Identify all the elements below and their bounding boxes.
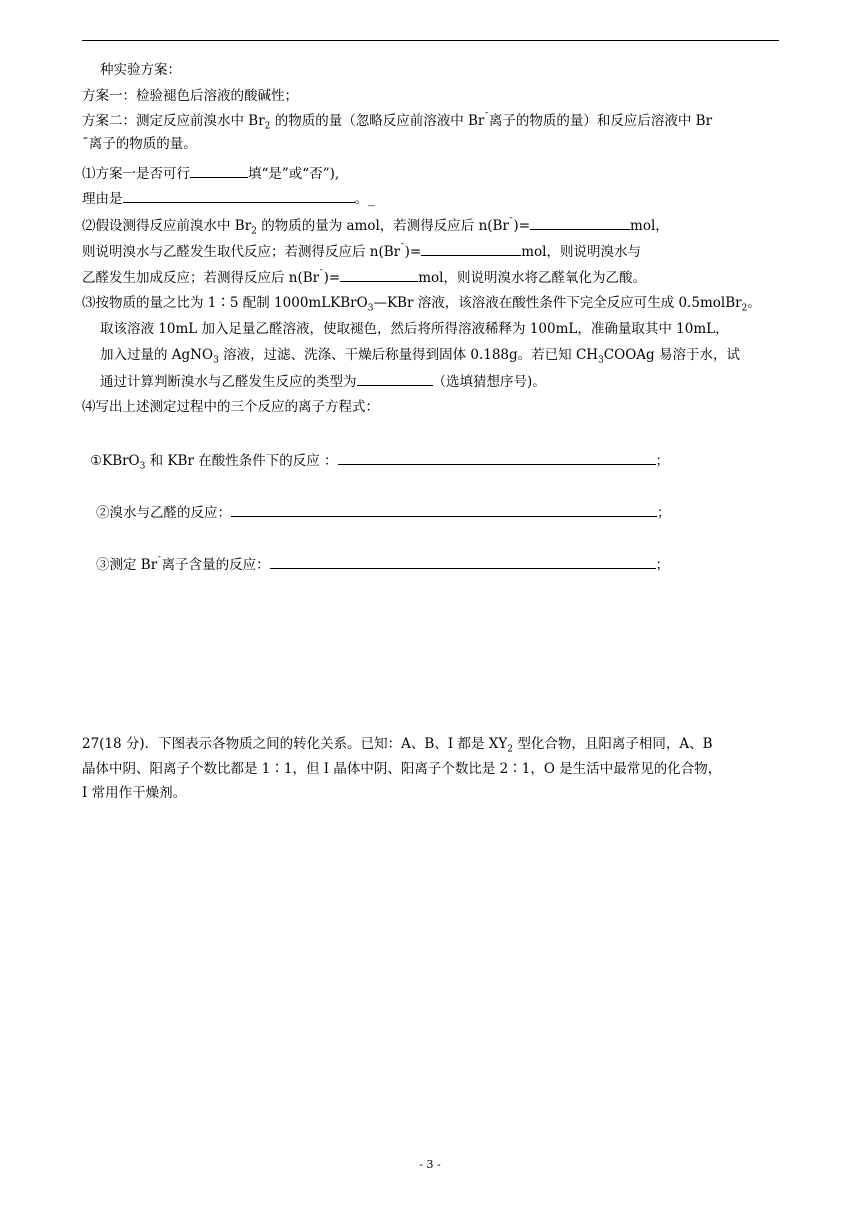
q27-line2: 晶体中阴、阳离子个数比都是 1∶1，但 I 晶体中阴、阳离子个数比是 2∶1，O 是生活中最常见的化合物，	[82, 761, 722, 777]
q3-line4: 通过计算判断溴水与乙醛发生反应的类型为 （选填猜想序号)。	[100, 374, 546, 390]
q2-blank-3[interactable]	[340, 268, 418, 282]
eq2-line: ②溴水与乙醛的反应： ；	[96, 505, 671, 521]
q1-blank[interactable]	[190, 164, 248, 178]
page-number: - 3 -	[419, 1158, 441, 1171]
q3-line1: ⑶按物质的量之比为 1∶5 配制 1000mLKBrO$_3$—KBr 溶液，该溶液在酸性条件下完全反应可生成 0.5molBr$_2$。	[82, 295, 761, 314]
q3-line3: 加入过量的 AgNO$_3$ 溶液，过滤、洗涤、干燥后称量得到固体 0.188g。若已知 $CH_3COOAg$ 易溶于水，试	[100, 347, 740, 366]
eq1-blank[interactable]	[338, 451, 656, 465]
header-rule	[82, 40, 779, 41]
plan2-line2: ¯离子的物质的量。	[82, 136, 197, 152]
q2-line2: 则说明溴水与乙醛发生取代反应；若测得反应后 n(Br¯)= mol，则说明溴水与	[82, 243, 641, 260]
eq2-blank[interactable]	[231, 503, 657, 517]
eq1-line: ①KBrO$_3$ 和 KBr 在酸性条件下的反应 ： ；	[90, 453, 669, 472]
eq3-line: ③测定 Br¯离子含量的反应： ；	[96, 556, 670, 573]
q2-blank-1[interactable]	[530, 216, 630, 230]
q3-blank[interactable]	[357, 372, 433, 386]
q1-line: ⑴方案一是否可行 填“是”或“否”),	[82, 166, 340, 182]
q3-line2: 取该溶液 10mL 加入足量乙醛溶液，使取褪色，然后将所得溶液稀释为 100mL，准确量取其中 10mL，	[100, 321, 729, 337]
q1-reason-line: 理由是 。_	[82, 191, 375, 207]
q27-line3: I 常用作干燥剂。	[82, 785, 187, 801]
q27-line1: 27(18 分)．下图表示各物质之间的转化关系。已知：A、B、I 都是 $XY_2$ 型化合物，且阳离子相同，A、B	[82, 736, 713, 755]
intro-line: 种实验方案：	[100, 62, 181, 78]
q2-line1: ⑵假设测得反应前溴水中 $Br_2$ 的物质的量为 amol，若测得反应后 n(Br¯)= mol，	[82, 217, 669, 237]
plan2-line: 方案二：测定反应前溴水中 $Br_2$ 的物质的量（忽略反应前溶液中 Br¯离子的物质的量）和反应后溶液中 Br	[82, 112, 713, 132]
eq3-blank[interactable]	[270, 555, 656, 569]
q4-line: ⑷写出上述测定过程中的三个反应的离子方程式：	[82, 399, 379, 415]
q2-blank-2[interactable]	[421, 242, 521, 256]
plan1-line: 方案一：检验褪色后溶液的酸碱性；	[82, 88, 298, 104]
q2-line3: 乙醛发生加成反应；若测得反应后 n(Br¯)= mol，则说明溴水将乙醛氧化为乙酸。	[82, 269, 646, 286]
q1-reason-blank[interactable]	[123, 189, 355, 203]
